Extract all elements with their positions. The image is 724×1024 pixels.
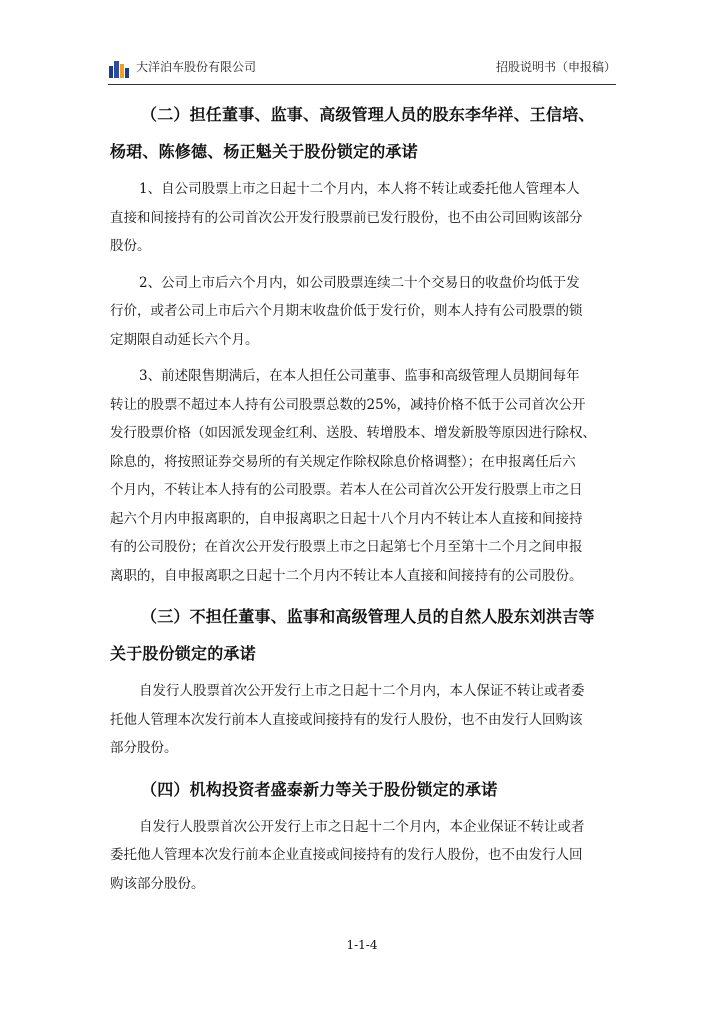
document-type: 招股说明书（申报稿） (495, 60, 616, 74)
section-2-paragraph-3: 3、前述限售期满后，在本人担任公司董事、监事和高级管理人员期间每年 转让的股票不超过本人持有公司股票总数的25%，减持价格不低于公司首次公开 发行股票价格（如因派发现金红利、送股、转增股本、增发新股等原因进行除权、 除息的，将按照证券交易所的有关规定作除权除息价格调整）；在申报离任后六 个月内，不转让本人持有的公司股票。若本人在公司首次公开发行股票上市之日 起六个月内申报离职的，自申报离职之日起十八个月内不转让本人直接和间接持 有的公司股份；在首次公开发行股票上市之日起第七个月至第十二个月之间申报 离职的，自申报离职之日起十二个月内不转让本人直接和间接持有的公司股份。 (110, 368, 596, 584)
page-header (108, 56, 616, 82)
section-4-paragraph-1: 自发行人股票首次公开发行上市之日起十二个月内，本企业保证不转让或者 委托他人管理本次发行前本企业直接或间接持有的发行人股份，也不由发行人回 购该部分股份。 (110, 818, 585, 892)
page-number: 1-1-4 (346, 938, 378, 952)
company-name: 大洋泊车股份有限公司 (136, 60, 257, 74)
section-3-paragraph-1: 自发行人股票首次公开发行上市之日起十二个月内，本人保证不转让或者委 托他人管理本次发行前本人直接或间接持有的发行人股份，也不由发行人回购该 部分股份。 (110, 683, 585, 756)
header-divider (108, 84, 616, 85)
section-2-paragraph-1: 1、自公司股票上市之日起十二个月内，本人将不转让或委托他人管理本人 直接和间接持有的公司首次公开发行股票前已发行股份，也不由公司回购该部分 股份。 (110, 181, 583, 254)
section-2-paragraph-2: 2、公司上市后六个月内，如公司股票连续二十个交易日的收盘价均低于发 行价，或者公司上市后六个月期末收盘价低于发行价，则本人持有公司股票的锁 定期限自动延长六个月。 (110, 274, 583, 348)
company-logo-icon (108, 58, 130, 78)
section-4-heading: （四）机构投资者盛泰新力等关于股份锁定的承诺 (141, 779, 498, 799)
document-body (110, 96, 616, 898)
section-2-heading: （二）担任董事、监事、高级管理人员的股东李华祥、王信培、 杨珺、陈修德、杨正魁关于股份锁定的承诺 (110, 105, 595, 161)
section-3-heading: （三）不担任董事、监事和高级管理人员的自然人股东刘洪吉等 关于股份锁定的承诺 (110, 607, 595, 663)
